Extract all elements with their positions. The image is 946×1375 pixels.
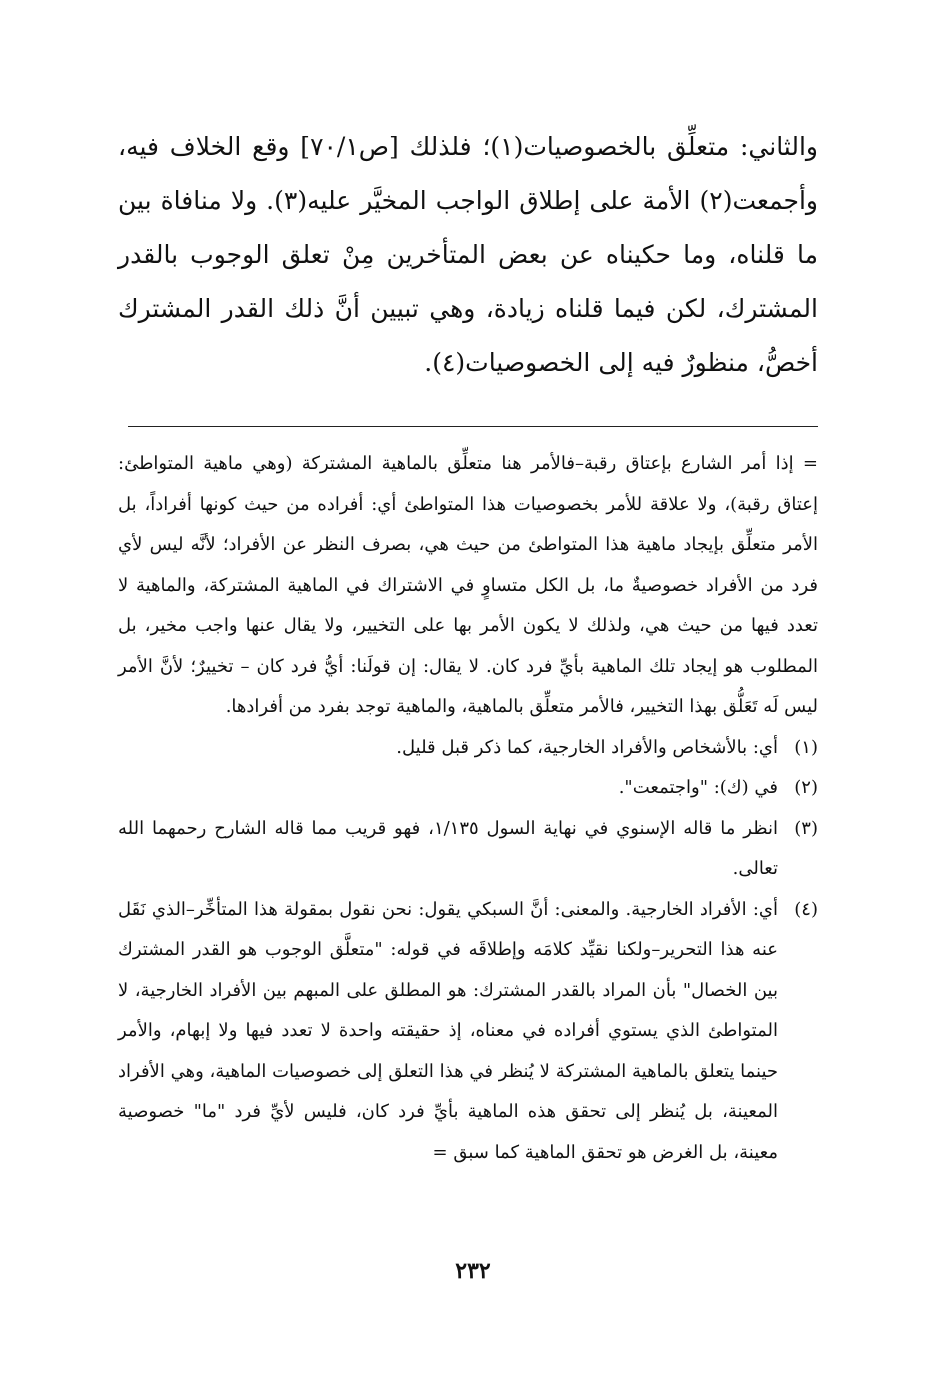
footnote-divider: [128, 426, 818, 427]
footnote-item: [118, 768, 818, 809]
footnote-text: انظر ما قاله الإسنوي في نهاية السول ١/١٣٥، فهو قريب مما قاله الشارح رحمهما الله تعالى.: [118, 817, 778, 879]
footnote-text: أي: الأفراد الخارجية. والمعنى: أنَّ السبكي يقول: نحن نقول بمقولة هذا المتأخِّر–الذي نَقَل عنه هذا التحرير–ولكنا نقيِّد كلامَه وإطلاقَه في قوله: "متعلَّق الوجوب هو القدر المشترك بين الخصال" بأن المراد بالقدر المشترك: هو المطلق على المبهم بين الأفراد الخارجية، لا المتواطئ الذي يستوي أفراده في معناه، إذ حقيقته واحدة لا تعدد فيها ولا إبهام، والأمر حينما يتعلق بالماهية المشتركة لا يُنظر في هذا التعلق إلى خصوصيات الماهية، وهي الأفراد المعينة، بل يُنظر إلى تحقق هذه الماهية بأيِّ فرد كان، فليس لأيِّ فرد "ما" خصوصية معينة، بل الغرض هو تحقق الماهية كما سبق =: [118, 898, 778, 1163]
footnote-item: [118, 809, 818, 890]
footnote-marker: (٣): [794, 817, 818, 839]
footnote-text: في (ك): "واجتمعت".: [618, 777, 778, 798]
footnote-continuation: = إذا أمر الشارع بإعتاق رقبة–فالأمر هنا متعلِّق بالماهية المشتركة (وهي ماهية المتواطئ: إعتاق رقبة)، ولا علاقة للأمر بخصوصيات هذا المتواطئ أي: أفراده من حيث كونها أفراداً، بل الأمر متعلِّق بإيجاد ماهية هذا المتواطئ من حيث هي، بصرف النظر عن الأفراد؛ لأنَّه ليس لأي فرد من الأفراد خصوصيةٌ ما، بل الكل متساوٍ في الاشتراك في الماهية المشتركة، والماهية لا تعدد فيها من حيث هي، ولذلك لا يكون الأمر بها على التخيير، ولا يقال عنها واجب مخير، بل المطلوب هو إيجاد تلك الماهية بأيِّ فرد كان. لا يقال: إن قولَنا: أيُّ فرد كان – تخييرٌ؛ لأنَّ الأمر ليس لَه تَعَلُّق بهذا التخيير، فالأمر متعلِّق بالماهية، والماهية توجد بفرد من أفرادها.: [118, 453, 818, 717]
footnote-text: أي: بالأشخاص والأفراد الخارجية، كما ذكر قبل قليل.: [396, 736, 778, 758]
footnote-item: [118, 890, 818, 1174]
page-number: ٢٣٢: [455, 1258, 491, 1284]
footnotes-section: [118, 444, 818, 1173]
footnote-marker: (١): [794, 736, 818, 758]
footnote-marker: (٢): [794, 777, 818, 798]
footnote-item: [118, 728, 818, 769]
footnote-marker: (٤): [794, 898, 818, 920]
main-paragraph: والثاني: متعلِّق بالخصوصيات(١)؛ فلذلك [ص٧٠/١] وقع الخلاف فيه، وأجمعت(٢) الأمة على إطلاق الواجب المخيَّر عليه(٣). ولا منافاة بين ما قلناه، وما حكيناه عن بعض المتأخرين مِنْ تعلق الوجوب بالقدر المشترك، لكن فيما قلناه زيادة، وهي تبيين أنَّ ذلك القدر المشترك أخصُّ، منظورٌ فيه إلى الخصوصيات(٤).: [118, 132, 819, 377]
